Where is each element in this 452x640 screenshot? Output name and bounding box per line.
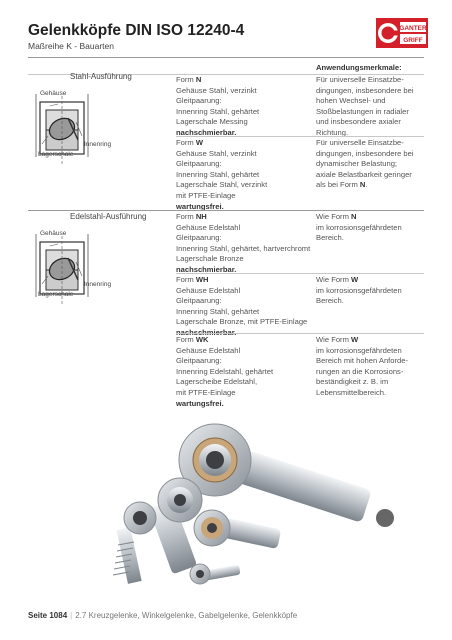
application-line: im korrosionsgefährdeten [316, 345, 402, 355]
form-line: Gehäuse Stahl, verzinkt [176, 148, 257, 158]
form-name: WK [195, 335, 209, 344]
form-name: N [195, 75, 202, 84]
application-bold: W [351, 275, 359, 284]
drawing-label-inner-ring: Innenring [84, 141, 112, 148]
drawing-label-bearing-shell: Lagerschale [38, 291, 74, 298]
form-line: Gehäuse Edelstahl [176, 222, 241, 232]
form-line: Gleitpaarung: [176, 233, 222, 243]
form-line: Gehäuse Edelstahl [176, 345, 241, 355]
application-suffix: . [365, 180, 368, 190]
application-line: beständigkeit z. B. im [316, 377, 389, 387]
application-nh-block [316, 212, 428, 244]
page-footer [28, 611, 297, 620]
form-line: Innenring Stahl, gehärtet, hartverchromt [176, 243, 311, 253]
form-line: Gleitpaarung: [176, 296, 222, 306]
application-n-block [316, 75, 428, 139]
form-line: Innenring Stahl, gehärtet [176, 306, 260, 316]
rod-end-middle [194, 510, 281, 549]
form-nh-block [176, 212, 316, 276]
application-line: Stoßbelastungen in radialer [316, 106, 409, 116]
drawing-label-housing: Gehäuse [40, 230, 67, 237]
form-w-block [176, 138, 312, 212]
drawing-label-bearing-shell: Lagerschale [38, 151, 74, 158]
drawing-label-housing: Gehäuse [40, 90, 67, 97]
application-line: Bereich mit hohen Anforde- [316, 356, 409, 366]
form-line: Lagerschale Bronze [176, 254, 244, 264]
joint-drawing-steel [28, 82, 168, 182]
section-label-steel: Stahl-Ausführung [70, 72, 132, 81]
form-line: Lagerschale Messing [176, 117, 248, 127]
form-rule [176, 333, 424, 334]
application-line: Bereich. [316, 233, 344, 243]
application-line: und insbesondere axialer [316, 117, 401, 127]
application-prefix: Wie Form [316, 275, 352, 284]
form-line: Lagerscheibe Edelstahl, [176, 377, 258, 387]
application-bold: N [359, 180, 366, 190]
application-line: Bereich. [316, 296, 344, 306]
page-title: Gelenkköpfe DIN ISO 12240-4 [28, 22, 245, 39]
chapter-title: 2.7 Kreuzgelenke, Winkelgelenke, Gabelgelenke, Gelenkköpfe [75, 611, 298, 620]
form-prefix: Form [176, 212, 196, 221]
application-line: Richtung. [316, 127, 349, 137]
form-wh-block [176, 275, 316, 339]
application-prefix: als bei Form [316, 180, 360, 190]
form-bold-line: nachschmierbar. [176, 127, 237, 137]
form-line: Lagerschale Stahl, verzinkt [176, 180, 268, 190]
form-prefix: Form [176, 335, 196, 344]
form-prefix: Form [176, 138, 196, 147]
form-line: mit PTFE-Einlage [176, 387, 236, 397]
logo-text: GANTER [399, 25, 427, 32]
application-line: rungen an die Korrosions- [316, 366, 404, 376]
application-line: axiale Belastbarkeit geringer [316, 169, 412, 179]
page-number: Seite 1084 [28, 611, 68, 620]
form-name: NH [195, 212, 207, 221]
form-line: mit PTFE-Einlage [176, 190, 236, 200]
form-name: WH [195, 275, 209, 284]
form-line: Lagerschale Bronze, mit PTFE-Einlage [176, 317, 308, 327]
section-label-stainless: Edelstahl-Ausführung [70, 212, 147, 221]
form-line: Gleitpaarung: [176, 159, 222, 169]
section-rule-stainless [28, 210, 424, 211]
form-prefix: Form [176, 275, 196, 284]
rod-end-small-left [113, 502, 156, 584]
form-name: W [195, 138, 203, 147]
application-prefix: Wie Form [316, 212, 352, 221]
application-wh-block [316, 275, 428, 307]
form-wk-block [176, 335, 316, 409]
form-line: Innenring Stahl, gehärtet [176, 106, 260, 116]
form-line: Gehäuse Edelstahl [176, 285, 241, 295]
application-heading: Anwendungsmerkmale: [316, 63, 402, 72]
application-wk-block [316, 335, 428, 399]
application-bold: W [351, 335, 359, 344]
application-line: im korrosionsgefährdeten [316, 222, 402, 232]
application-line: dingungen, insbesondere bei [316, 85, 414, 95]
drawing-label-inner-ring: Innenring [84, 281, 112, 288]
rod-end-tiny [190, 564, 241, 584]
logo-subtext: GRIFF [403, 37, 423, 44]
form-bold-line: nachschmierbar. [176, 327, 237, 337]
application-bold: N [351, 212, 357, 221]
form-bold-line: wartungsfrei. [176, 398, 224, 408]
form-bold-line: wartungsfrei. [176, 201, 224, 211]
form-prefix: Form [176, 75, 196, 84]
form-line: Gleitpaarung: [176, 96, 222, 106]
ganter-logo [376, 18, 428, 48]
application-w-block [316, 138, 428, 191]
form-line: Gleitpaarung: [176, 356, 222, 366]
joint-drawing-stainless [28, 222, 168, 322]
application-line: dynamischer Belastung; [316, 159, 398, 169]
application-line: Für universelle Einsatzbe- [316, 138, 404, 147]
form-line: Innenring Stahl, gehärtet [176, 169, 260, 179]
form-rule [176, 136, 424, 137]
header-rule [28, 57, 424, 58]
form-n-block [176, 75, 312, 139]
page-subtitle: Maßreihe K - Bauarten [28, 41, 114, 51]
form-line: Gehäuse Stahl, verzinkt [176, 85, 257, 95]
form-bold-line: nachschmierbar. [176, 264, 237, 274]
application-line: im korrosionsgefährdeten [316, 285, 402, 295]
application-line: hohen Wechsel- und [316, 96, 386, 106]
form-line: Innenring Edelstahl, gehärtet [176, 366, 274, 376]
rod-end-product-photo [100, 410, 400, 600]
footer-separator: | [70, 611, 73, 620]
application-prefix: Wie Form [316, 335, 352, 344]
application-line: dingungen, insbesondere bei [316, 148, 414, 158]
application-line: Lebensmittelbereich. [316, 387, 387, 397]
form-rule [176, 273, 424, 274]
application-line: Für universelle Einsatzbe- [316, 75, 404, 84]
